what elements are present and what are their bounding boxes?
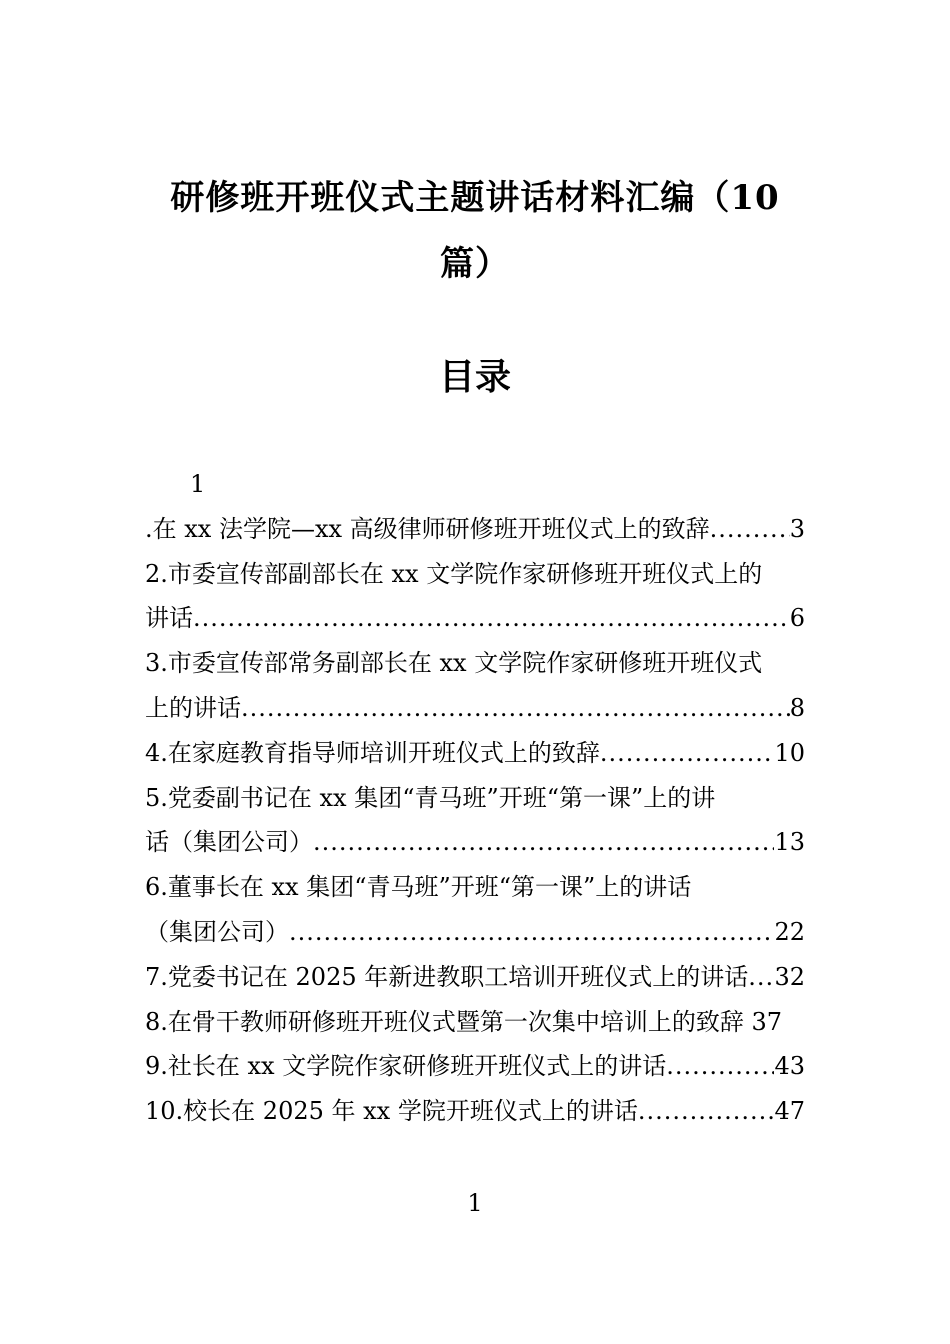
table-of-contents [145, 462, 805, 1134]
toc-leader-dots [666, 1044, 774, 1089]
toc-page-number: 6 [789, 604, 805, 633]
toc-line[interactable] [145, 1000, 805, 1045]
toc-heading: 目录 [438, 356, 511, 398]
toc-line-text: 讲话 [145, 604, 193, 633]
toc-line-text: 5.党委副书记在 xx 集团“青马班”开班“第一课”上的讲 [145, 783, 716, 812]
toc-line[interactable] [145, 462, 805, 507]
toc-line-text: 4.在家庭教育指导师培训开班仪式上的致辞 [145, 738, 600, 767]
toc-line-text: （集团公司） [145, 917, 289, 946]
toc-line[interactable] [145, 776, 805, 821]
toc-line[interactable] [145, 686, 805, 731]
toc-line-text: 9.社长在 xx 文学院作家研修班开班仪式上的讲话 [145, 1052, 667, 1081]
toc-line[interactable] [145, 641, 805, 686]
toc-line-text: 上的讲话 [145, 693, 241, 722]
toc-line-text: 3.市委宣传部常务副部长在 xx 文学院作家研修班开班仪式 [145, 649, 763, 678]
toc-line-text: 1 [190, 470, 206, 498]
toc-line-text: 8.在骨干教师研修班开班仪式暨第一次集中培训上的致辞 37 [145, 1007, 783, 1036]
title-line-2: 篇） [440, 244, 510, 284]
toc-page-number: 10 [774, 738, 805, 767]
toc-page-number: 32 [774, 962, 805, 991]
toc-page-number: 8 [789, 693, 805, 722]
toc-leader-dots [313, 820, 774, 865]
toc-line-text: 7.党委书记在 2025 年新进教职工培训开班仪式上的讲话 [145, 962, 749, 991]
toc-line-text: .在 xx 法学院—xx 高级律师研修班开班仪式上的致辞 [145, 514, 710, 543]
toc-line-text: 10.校长在 2025 年 xx 学院开班仪式上的讲话 [145, 1097, 638, 1126]
toc-leader-dots [748, 955, 774, 1000]
toc-page-number: 13 [774, 828, 805, 857]
toc-line[interactable] [145, 507, 805, 552]
toc-line[interactable] [145, 820, 805, 865]
toc-line-text: 话（集团公司） [145, 828, 313, 857]
toc-line[interactable] [145, 731, 805, 776]
toc-leader-dots [638, 1089, 775, 1134]
toc-leader-dots [600, 731, 775, 776]
document-title [150, 165, 800, 297]
toc-line[interactable] [145, 955, 805, 1000]
toc-page-number: 22 [774, 917, 805, 946]
toc-leader-dots [193, 596, 790, 641]
toc-leader-dots [710, 507, 790, 552]
toc-line-text: 6.董事长在 xx 集团“青马班”开班“第一课”上的讲话 [145, 873, 692, 902]
page-number: 1 [467, 1189, 483, 1217]
toc-line[interactable] [145, 1044, 805, 1089]
toc-leader-dots [289, 910, 774, 955]
toc-line-text: 2.市委宣传部副部长在 xx 文学院作家研修班开班仪式上的 [145, 559, 763, 588]
toc-page-number: 3 [789, 514, 805, 543]
toc-line[interactable] [145, 1089, 805, 1134]
toc-page-number: 47 [774, 1097, 805, 1126]
toc-leader-dots [241, 686, 790, 731]
toc-line[interactable] [145, 865, 805, 910]
toc-line[interactable] [145, 910, 805, 955]
toc-line[interactable] [145, 552, 805, 597]
toc-line[interactable] [145, 596, 805, 641]
toc-page-number: 43 [774, 1052, 805, 1081]
title-line-1: 研修班开班仪式主题讲话材料汇编（10 [170, 178, 780, 218]
